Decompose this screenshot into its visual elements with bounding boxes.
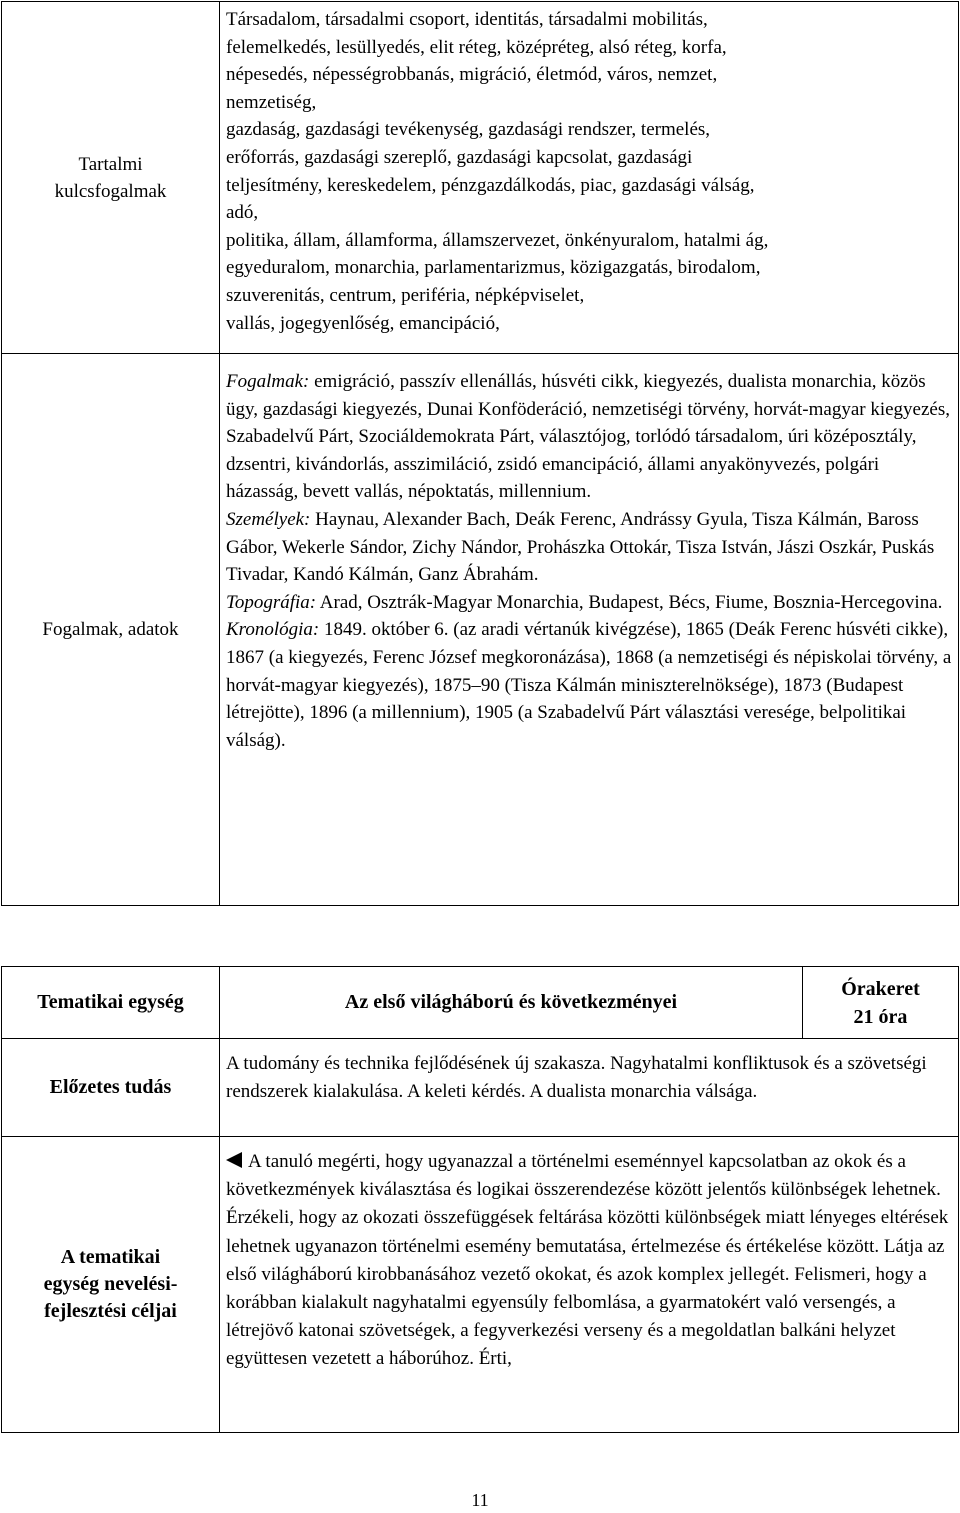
fogalmak-adatok-label-cell <box>2 354 220 906</box>
topografia-paragraph <box>226 589 952 617</box>
orakeret-cell <box>803 967 959 1039</box>
celjai-label-line1: A tematikai <box>60 1246 161 1268</box>
szemelyek-paragraph <box>226 506 952 589</box>
kulcsfogalmak-line: vallás, jogegyenlőség, emancipáció, <box>226 312 500 334</box>
kulcsfogalmak-label-line1: Tartalmi <box>78 153 143 175</box>
kronologia-heading: Kronológia: <box>226 619 320 641</box>
celjai-label-line3: fejlesztési céljai <box>44 1300 177 1322</box>
kulcsfogalmak-label-cell <box>2 2 220 354</box>
fogalmak-adatok-content <box>220 354 959 906</box>
celjai-text: A tanuló megérti, hogy ugyanazzal a történelmi eseménnyel kapcsolatban az okok és a következmények kiválasztása és logikai összerendezése között jelentős különbségek lehetnek. Érzékeli, hogy az okozati összefüggések feltárása közötti különbségek miatt lényeges eltérések lehetnek ugyanazon történelmi esemény bemutatása, értelmezése és értékelése között. Látja az első világháború kirobbanásához vezető okokat, és azok komplex jellegét. Felismeri, hogy a korábban kialakult nagyhatalmi egyensúly felbomlása, a gyarmatokért való versengés, a létrejövő katonai szövetségek, a fegyverkezési verseny és a megoldatlan balkáni helyzet együttesen vezetett a háborúhoz. Érti, <box>226 1151 949 1370</box>
tematikai-egyseg-label-cell <box>2 967 220 1039</box>
curriculum-table-1 <box>1 1 959 906</box>
celjai-paragraph <box>226 1148 952 1374</box>
kulcsfogalmak-line: felemelkedés, lesüllyedés, elit réteg, középréteg, alsó réteg, korfa, <box>226 36 727 58</box>
table-row <box>2 967 959 1039</box>
table-row <box>2 2 959 354</box>
kronologia-text: 1849. október 6. (az aradi vértanúk kivégzése), 1865 (Deák Ferenc húsvéti cikke), 1867 (a kiegyezés, Ferenc József megkoronázása), 1868 (a nemzetiségi és népiskolai törvény, a horvát-magyar kiegyezés), 1875–90 (Tisza Kálmán miniszterelnöksége), 1873 (Budapest létrejötte), 1896 (a millennium), 1905 (a Szabadelvű Párt választási veresége, belpolitikai válság). <box>226 619 952 751</box>
fogalmak-paragraph <box>226 368 952 506</box>
kulcsfogalmak-line: gazdaság, gazdasági tevékenység, gazdasági rendszer, termelés, <box>226 119 711 141</box>
page-number: 11 <box>471 1490 489 1510</box>
topografia-heading: Topográfia: <box>226 591 317 613</box>
kulcsfogalmak-line: politika, állam, államforma, államszervezet, önkényuralom, hatalmi ág, <box>226 229 769 251</box>
szemelyek-text: Haynau, Alexander Bach, Deák Ferenc, Andrássy Gyula, Tisza Kálmán, Baross Gábor, Wekerle Sándor, Zichy Nándor, Prohászka Ottokár, Tisza István, Jászi Oszkár, Puskás Tivadar, Kandó Kálmán, Ganz Ábrahám. <box>226 508 935 586</box>
tematikai-egyseg-label: Tematikai egység <box>37 991 184 1013</box>
left-triangle-icon <box>226 1152 242 1168</box>
kulcsfogalmak-line: teljesítmény, kereskedelem, pénzgazdálkodás, piac, gazdasági válság, <box>226 174 755 196</box>
elozetes-tudas-label: Előzetes tudás <box>49 1076 172 1098</box>
celjai-label-line2: egység nevelési- <box>43 1273 178 1295</box>
unit-title: Az első világháború és következményei <box>344 991 678 1013</box>
orakeret-label: Órakeret <box>841 977 920 1000</box>
orakeret-value: 21 óra <box>853 1005 908 1028</box>
kronologia-paragraph <box>226 616 952 754</box>
elozetes-tudas-label-cell <box>2 1039 220 1137</box>
elozetes-tudas-content <box>220 1039 959 1137</box>
unit-title-cell <box>220 967 803 1039</box>
topografia-text: Arad, Osztrák-Magyar Monarchia, Budapest, Bécs, Fiume, Bosznia-Hercegovina. <box>316 591 943 613</box>
table-row <box>2 1039 959 1137</box>
fogalmak-heading: Fogalmak: <box>226 371 310 392</box>
szemelyek-heading: Személyek: <box>226 508 311 530</box>
kulcsfogalmak-line: nemzetiség, <box>226 91 317 113</box>
kulcsfogalmak-line: erőforrás, gazdasági szereplő, gazdasági kapcsolat, gazdasági <box>226 146 693 168</box>
kulcsfogalmak-line: szuverenitás, centrum, periféria, népképviselet, <box>226 284 585 306</box>
elozetes-tudas-text: A tudomány és technika fejlődésének új szakasza. Nagyhatalmi konfliktusok és a szövetségi rendszerek kialakulása. A keleti kérdés. A dualista monarchia válsága. <box>226 1053 927 1102</box>
kulcsfogalmak-content <box>220 2 959 354</box>
table-row <box>2 354 959 906</box>
kulcsfogalmak-label-line2: kulcsfogalmak <box>54 180 167 202</box>
kulcsfogalmak-line: egyeduralom, monarchia, parlamentarizmus, közigazgatás, birodalom, <box>226 257 761 279</box>
celjai-content <box>220 1137 959 1433</box>
kulcsfogalmak-line: népesedés, népességrobbanás, migráció, életmód, város, nemzet, <box>226 64 718 86</box>
fogalmak-text: emigráció, passzív ellenállás, húsvéti cikk, kiegyezés, dualista monarchia, közös ügy, gazdasági kiegyezés, Dunai Konföderáció, nemzetiségi törvény, horvát-magyar kiegyezés, Szabadelvű Párt, Szociáldemokrata Párt, választójog, torlódó társadalom, úri középosztály, dzsentri, kivándorlás, asszimiláció, zsidó emancipáció, állami anyakönyvezés, polgári házasság, bevett vallás, népoktatás, millennium. <box>226 371 951 503</box>
fogalmak-adatok-label: Fogalmak, adatok <box>42 619 179 640</box>
kulcsfogalmak-line: adó, <box>226 202 259 224</box>
celjai-label-cell <box>2 1137 220 1433</box>
kulcsfogalmak-line: Társadalom, társadalmi csoport, identitás, társadalmi mobilitás, <box>226 9 708 30</box>
table-row <box>2 1137 959 1433</box>
curriculum-table-2 <box>1 966 959 1433</box>
